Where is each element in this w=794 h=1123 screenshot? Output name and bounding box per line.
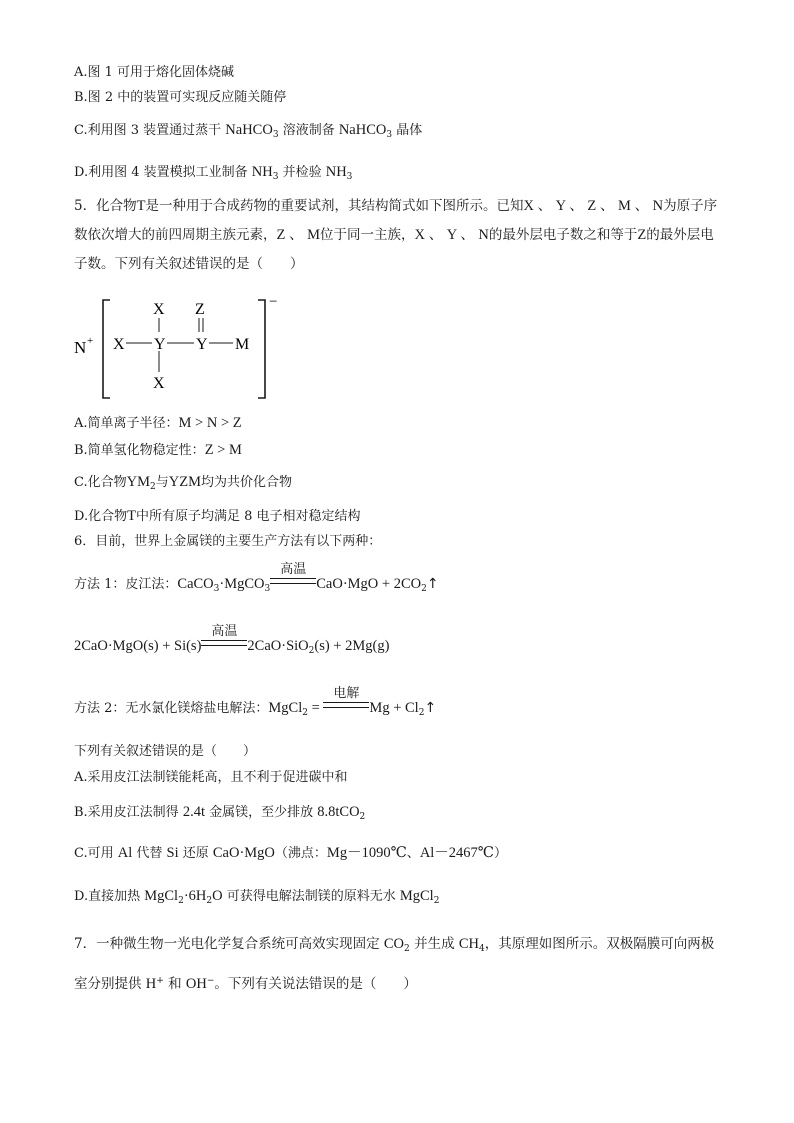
q4-option-d: D.利用图 4 装置模拟工业制备 $NH_3$ 并检验 $NH_3$ <box>74 164 353 182</box>
q5-option-c: C.化合物$YM_2$与YZM均为共价化合物 <box>74 474 292 492</box>
q5-option-d: D.化合物T中所有原子均满足 8 电子相对稳定结构 <box>74 508 361 524</box>
q6-reaction2-equation: 2CaO·MgO(s) + Si(s) 高温 2CaO·SiO$_2$(s) + 2Mg(g) <box>74 624 390 656</box>
gas-up-arrow: ↑ <box>424 700 437 716</box>
q6-option-c: C.可用 Al 代替 Si 还原 CaO·MgO（沸点：Mg－1090℃、Al－2467℃） <box>74 845 508 861</box>
left-bracket <box>103 300 110 398</box>
atom-y1: Y <box>154 336 166 353</box>
right-bracket <box>258 300 265 398</box>
q6-question: 下列有关叙述错误的是（ ） <box>74 744 257 759</box>
gas-up-arrow: ↑ <box>426 576 439 592</box>
q5-stem: 5．化合物T是一种用于合成药物的重要试剂，其结构简式如下图所示。已知X 、 Y 、 Z 、 M 、 N为原子序数依次增大的前四周期主族元素，Z 、 M位于同一主族，X 、 Y 、 N的最外层电子数之和等于Z的最外层电子数。下列有关叙述错误的是（ ） <box>74 198 718 272</box>
q6-method2-equation: 方法 2：无水氯化镁熔盐电解法：MgCl$_2$ = 电解 $Mg + Cl_2↑$ <box>74 686 437 718</box>
atom-x-bottom: X <box>153 375 165 392</box>
high-temp-condition: 高温 <box>270 576 316 594</box>
structure-diagram <box>70 292 290 404</box>
q6-stem: 6．目前，世界上金属镁的主要生产方法有以下两种： <box>74 534 382 549</box>
q4-option-a: A.图 1 可用于熔化固体烧碱 <box>74 65 235 80</box>
cation-charge: + <box>87 335 94 347</box>
q6-option-a: A.采用皮江法制镁能耗高，且不利于促进碳中和 <box>74 770 348 785</box>
atom-y2: Y <box>196 336 208 353</box>
q7-stem: 7．一种微生物一光电化学复合系统可高效实现固定 $CO_2$ 并生成 $CH_4$，其原理如图所示。双极隔膜可向两极室分别提供 H+ 和 OH−。下列有关说法错误的是（ ） <box>74 936 715 992</box>
cation-N: N <box>74 338 87 357</box>
atom-x-top: X <box>153 301 165 318</box>
atom-x-left: X <box>113 336 125 353</box>
high-temp-condition: 高温 <box>201 638 247 656</box>
q6-option-d: D.直接加热 $MgCl_2\cdot 6H_2O$ 可获得电解法制镁的原料无水 MgCl$_2$ <box>74 888 440 906</box>
atom-z-top: Z <box>195 301 205 318</box>
q4-option-c: C.利用图 3 装置通过蒸干 NaHCO$_3$ 溶液制备 NaHCO$_3$ 晶体 <box>74 122 423 140</box>
atom-m: M <box>235 336 250 353</box>
q6-method1-equation: 方法 1：皮江法：CaCO$_3$·MgCO$_3$ 高温 $CaO\cdot MgO + 2CO_2↑$ <box>74 562 439 594</box>
q5-option-b: B.简单氢化物稳定性：Z > M <box>74 442 242 458</box>
q6-option-b: B.采用皮江法制得 2.4t 金属镁，至少排放 8.8tCO$_2$ <box>74 804 366 822</box>
electrolysis-condition: 电解 <box>323 700 369 718</box>
q5-option-a: A.简单离子半径：M > N > Z <box>74 415 242 431</box>
q4-option-b: B.图 2 中的装置可实现反应随关随停 <box>74 90 287 105</box>
anion-charge: − <box>269 294 278 310</box>
